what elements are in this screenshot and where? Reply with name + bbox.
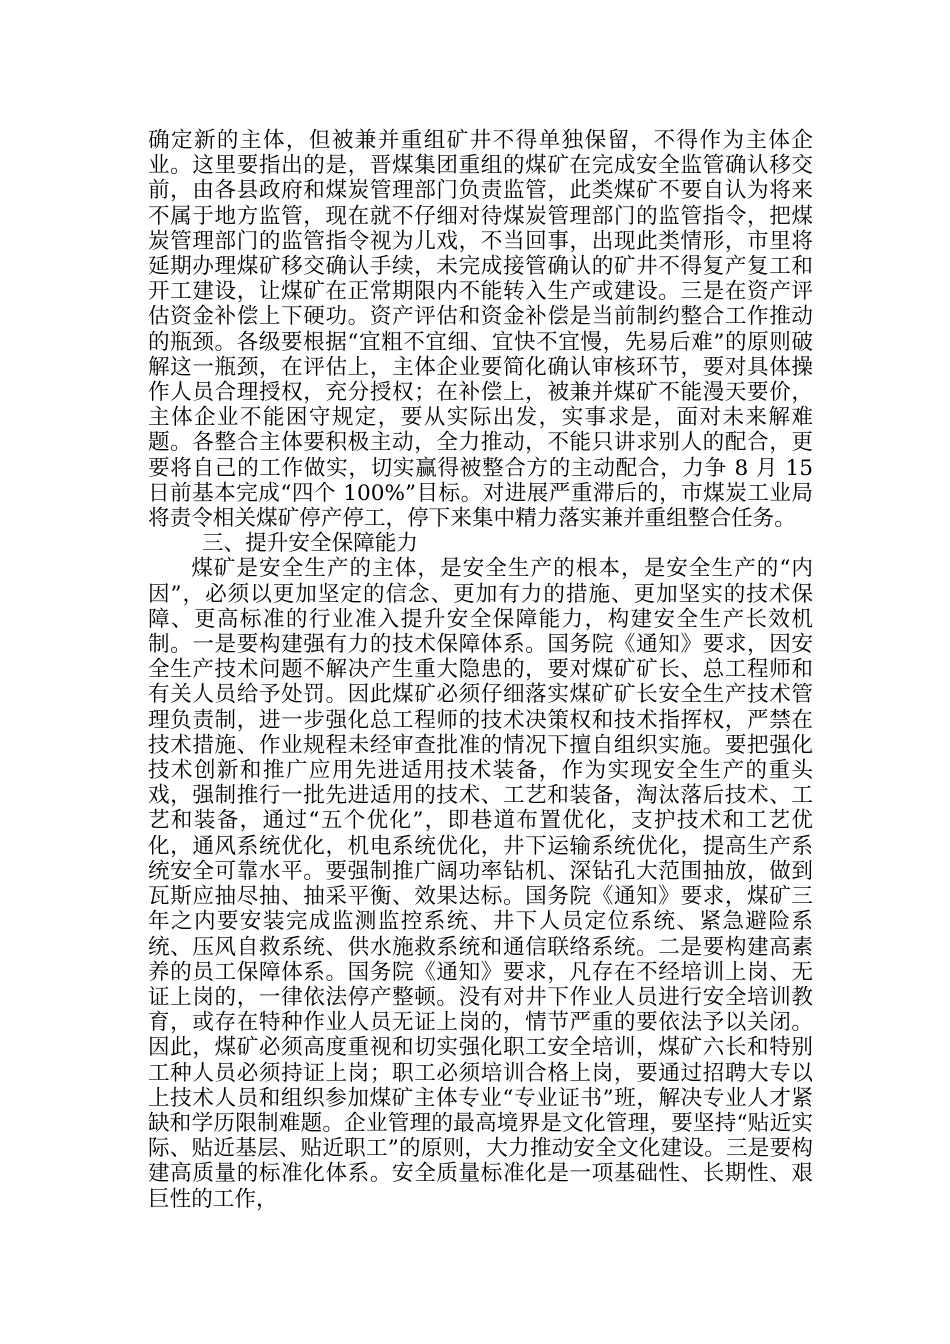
section-heading-3: 三、提升安全保障能力: [202, 531, 418, 557]
document-page: [148, 128, 813, 1212]
paragraph-safety: 煤矿是安全生产的主体，是安全生产的根本，是安全生产的“内因”，必须以更加坚定的信念、更加有力的措施、更加坚实的技术保障、更高标准的行业准入提升安全保障能力，构建安全生产长效机制。一是要构建强有力的技术保障体系。国务院《通知》要求，因安全生产技术问题不解决产生重大隐患的，要对煤矿矿长、总工程师和有关人员给予处罚。因此煤矿必须仔细落实煤矿矿长安全生产技术管理负责制，进一步强化总工程师的技术决策权和技术指挥权，严禁在技术措施、作业规程未经审查批准的情况下擅自组织实施。要把强化技术创新和推广应用先进适用技术装备，作为实现安全生产的重头戏，强制推行一批先进适用的技术、工艺和装备，淘汰落后技术、工艺和装备，通过“五个优化”，即巷道布置优化，支护技术和工艺优化，通风系统优化，机电系统优化，井下运输系统优化，提高生产系统安全可靠水平。要强制推广阔功率钻机、深钻孔大范围抽放，做到瓦斯应抽尽抽、抽采平衡、效果达标。国务院《通知》要求，煤矿三年之内要安装完成监测监控系统、井下人员定位系统、紧急避险系统、压风自救系统、供水施救系统和通信联络系统。二是要构建高素养的员工保障体系。国务院《通知》要求，凡存在不经培训上岗、无证上岗的，一律依法停产整顿。没有对井下作业人员进行安全培训教育，或存在特种作业人员无证上岗的，情节严重的要依法予以关闭。因此，煤矿必须高度重视和切实强化职工安全培训，煤矿六长和特别工种人员必须持证上岗；职工必须培训合格上岗，要通过招聘大专以上技术人员和组织参加煤矿主体专业“专业证书”班，解决专业人才紧缺和学历限制难题。企业管理的最高境界是文化管理，要坚持“贴近实际、贴近基层、贴近职工”的原则，大力推动安全文化建设。三是要构建高质量的标准化体系。安全质量标准化是一项基础性、长期性、艰巨性的工作，: [148, 556, 813, 1212]
paragraph-continuation: 确定新的主体，但被兼并重组矿井不得单独保留，不得作为主体企业。这里要指出的是，晋煤集团重组的煤矿在完成安全监管确认移交前，由各县政府和煤炭管理部门负责监管，此类煤矿不要自认为将来不属于地方监管，现在就不仔细对待煤炭管理部门的监管指令，把煤炭管理部门的监管指令视为儿戏，不当回事，出现此类情形，市里将延期办理煤矿移交确认手续，未完成接管确认的矿井不得复产复工和开工建设，让煤矿在正常期限内不能转入生产或建设。三是在资产评估资金补偿上下硬功。资产评估和资金补偿是当前制约整合工作推动的瓶颈。各级要根据“宜粗不宜细、宜快不宜慢，先易后难”的原则破解这一瓶颈，在评估上，主体企业要简化确认审核环节，要对具体操作人员合理授权，充分授权；在补偿上，被兼并煤矿不能漫天要价，主体企业不能困守规定，要从实际出发，实事求是，面对未来解难题。各整合主体要积极主动，全力推动，不能只讲求别人的配合，更要将自己的工作做实，切实赢得被整合方的主动配合，力争 8 月 15 日前基本完成“四个 100%”目标。对进展严重滞后的，市煤炭工业局将责令相关煤矿停产停工，停下来集中精力落实兼并重组整合任务。: [148, 128, 813, 532]
